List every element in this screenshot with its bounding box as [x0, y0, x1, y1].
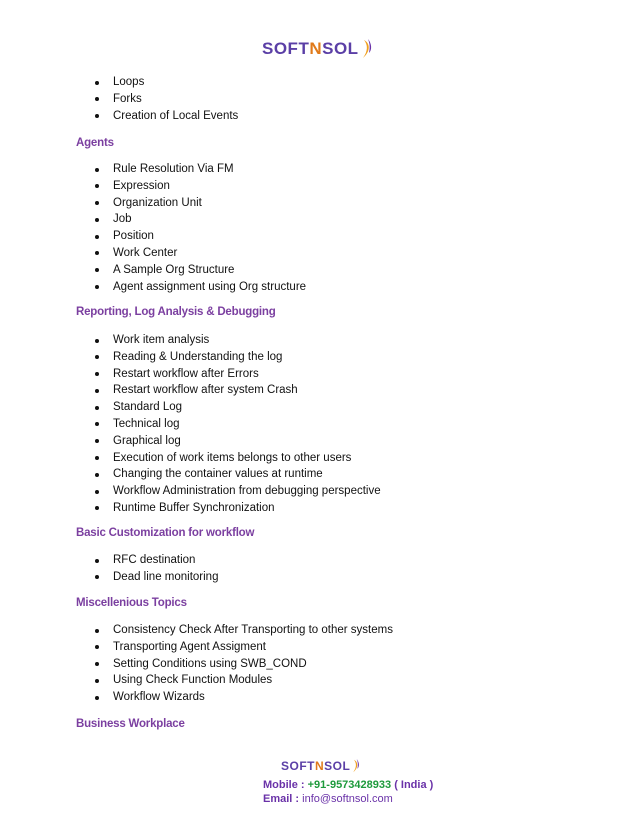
- section-heading-misc: Miscellenious Topics: [76, 597, 187, 609]
- list-item: Execution of work items belongs to other users: [95, 450, 381, 467]
- email-label: Email :: [263, 793, 300, 805]
- list-item: Graphical log: [95, 433, 381, 450]
- logo-text-middle: N: [315, 759, 325, 773]
- logo-swoosh-icon: [351, 759, 361, 773]
- topic-list-reporting: [95, 332, 381, 517]
- list-item: Organization Unit: [95, 195, 306, 212]
- logo-swoosh-icon: [360, 39, 374, 59]
- topic-list-agents: [95, 161, 306, 295]
- contact-mobile: [263, 778, 433, 792]
- list-item: Setting Conditions using SWB_COND: [95, 656, 393, 673]
- list-item: RFC destination: [95, 552, 218, 569]
- logo-text-prefix: SOFT: [281, 759, 315, 773]
- footer-logo: [281, 759, 361, 773]
- list-item: Restart workflow after Errors: [95, 366, 381, 383]
- list-item: Expression: [95, 178, 306, 195]
- list-item: Technical log: [95, 416, 381, 433]
- mobile-label: Mobile :: [263, 779, 305, 791]
- list-item: A Sample Org Structure: [95, 262, 306, 279]
- email-link[interactable]: info@softnsol.com: [302, 793, 393, 805]
- section-heading-workplace: Business Workplace: [76, 718, 185, 730]
- list-item: Restart workflow after system Crash: [95, 382, 381, 399]
- logo-text-prefix: SOFT: [262, 39, 310, 58]
- logo-text-middle: N: [309, 39, 323, 58]
- list-item: Using Check Function Modules: [95, 672, 393, 689]
- section-heading-agents: Agents: [76, 137, 114, 149]
- list-item: Position: [95, 228, 306, 245]
- section-heading-customization: Basic Customization for workflow: [76, 527, 255, 539]
- footer-contact: [263, 778, 433, 806]
- logo-text-suffix: SOL: [322, 39, 359, 58]
- list-item: Dead line monitoring: [95, 569, 218, 586]
- list-item: Forks: [95, 91, 238, 108]
- list-item: Runtime Buffer Synchronization: [95, 500, 381, 517]
- list-item: Rule Resolution Via FM: [95, 161, 306, 178]
- list-item: Work Center: [95, 245, 306, 262]
- list-item: Reading & Understanding the log: [95, 349, 381, 366]
- list-item: Creation of Local Events: [95, 108, 238, 125]
- list-item: Consistency Check After Transporting to other systems: [95, 622, 393, 639]
- header-logo: [262, 39, 374, 59]
- contact-email: [263, 792, 433, 806]
- mobile-number: +91-9573428933: [307, 779, 392, 791]
- list-item: Job: [95, 211, 306, 228]
- mobile-country: ( India ): [394, 779, 434, 791]
- list-item: Workflow Wizards: [95, 689, 393, 706]
- topic-list-misc: [95, 622, 393, 706]
- topic-list-customization: [95, 552, 218, 586]
- list-item: Agent assignment using Org structure: [95, 279, 306, 296]
- section-heading-reporting: Reporting, Log Analysis & Debugging: [76, 306, 276, 318]
- logo-text-suffix: SOL: [324, 759, 351, 773]
- list-item: Changing the container values at runtime: [95, 466, 381, 483]
- topic-list-intro: [95, 74, 238, 124]
- list-item: Standard Log: [95, 399, 381, 416]
- list-item: Transporting Agent Assigment: [95, 639, 393, 656]
- list-item: Work item analysis: [95, 332, 381, 349]
- list-item: Workflow Administration from debugging perspective: [95, 483, 381, 500]
- list-item: Loops: [95, 74, 238, 91]
